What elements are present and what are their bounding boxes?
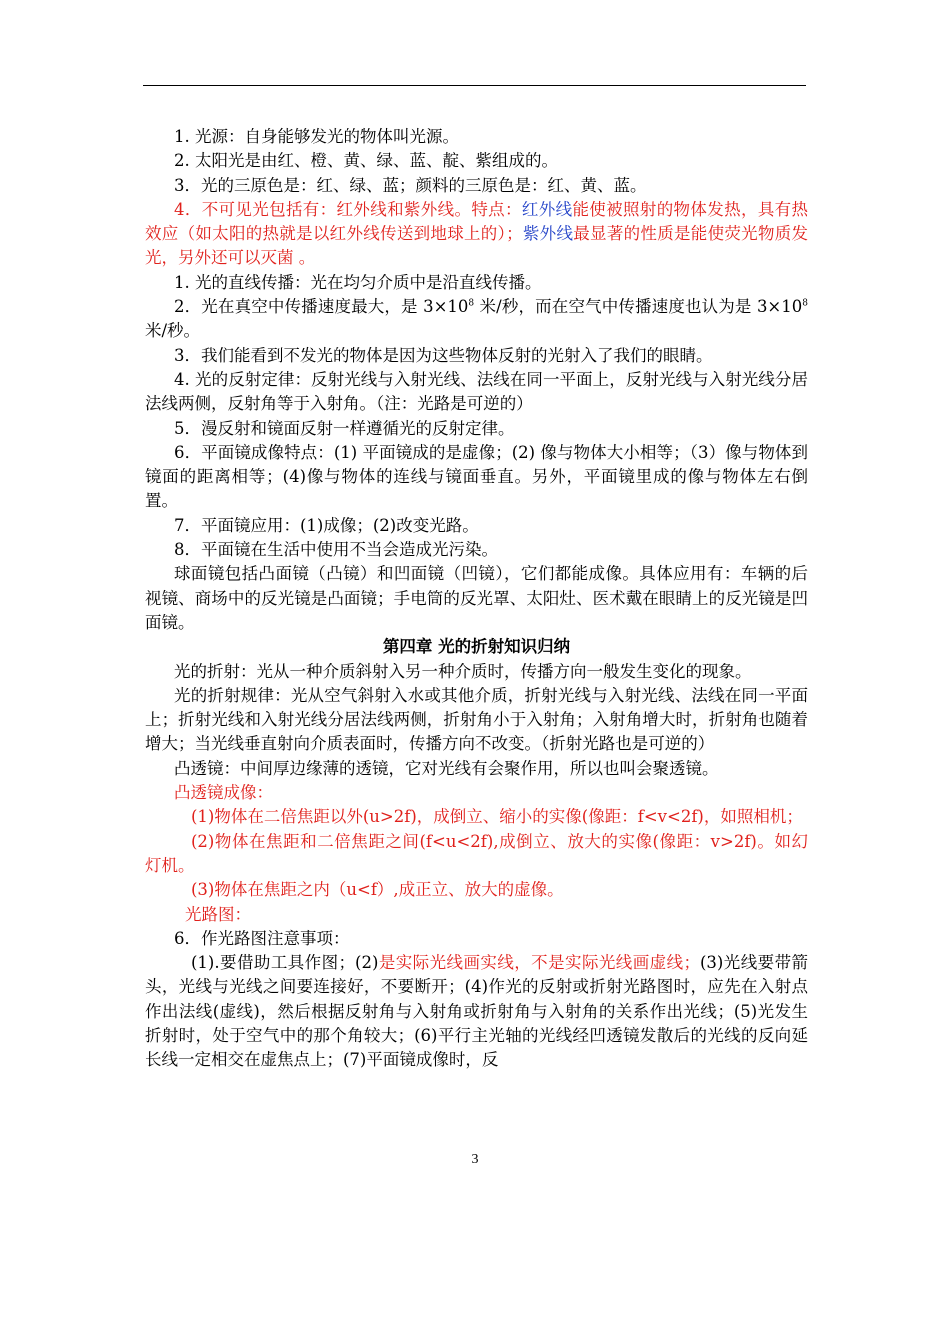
text-run: (3)光线要带箭头，光线与光线之间要连接好，不要断开；(4)作光的反射或折射光路图时，应先在入射点作出法线(虚线)，然后根据反射角与入射角或折射角与入射角的关系作出光线；(5)光发生折射时，处于空气中的那个角较大；(6)平行主光轴的光线经凹透镜发散后的光线的反向延长线一定相交在虚焦点上；(7)平面镜成像时，反 — [145, 953, 809, 1070]
text-run: 米/秒，而在空气中传播速度也认为是 3×10 — [474, 297, 803, 317]
paragraph: 光的折射：光从一种介质斜射入另一种介质时，传播方向一般发生变化的现象。 — [174, 661, 752, 681]
superscript: 8 — [468, 298, 475, 309]
text-run: 最显著的性质是能使荧光物质发光，另外还可以灭菌 。 — [145, 224, 809, 268]
paragraph: 5．漫反射和镜面反射一样遵循光的反射定律。 — [174, 418, 515, 438]
paragraph-invisible-light — [145, 198, 808, 271]
paragraph: 6．作光路图注意事项： — [174, 928, 350, 948]
header-rule — [143, 85, 806, 86]
superscript: 8 — [802, 298, 808, 309]
paragraph: 1. 光的直线传播：光在均匀介质中是沿直线传播。 — [174, 272, 542, 292]
paragraph: 4. 光的反射定律：反射光线与入射光线、法线在同一平面上，反射光线与入射光线分居法线两侧，反射角等于入射角。（注：光路是可逆的） — [145, 369, 808, 414]
text-run: (1).要借助工具作图；(2) — [191, 953, 379, 973]
paragraph: 1. 光源：自身能够发光的物体叫光源。 — [174, 127, 459, 146]
text-run: 能使被照射的物体发热，具有热效应（如太阳的热就是以红外线传送到地球上的）； — [145, 199, 809, 244]
paragraph: (3)物体在焦距之内（u<f）,成正立、放大的虚像。 — [191, 880, 564, 900]
paragraph: 6．平面镜成像特点：(1) 平面镜成的是虚像；(2) 像与物体大小相等；（3）像与物体到镜面的距离相等；(4)像与物体的连线与镜面垂直。另外，平面镜里成的像与物体左右倒置。 — [145, 442, 808, 511]
paragraph: 凸透镜成像： — [174, 783, 273, 803]
paragraph: 光的折射规律：光从空气斜射入水或其他介质，折射光线与入射光线、法线在同一平面上；折射光线和入射光线分居法线两侧，折射角小于入射角；入射角增大时，折射角也随着增大；当光线垂直射向介质表面时，传播方向不改变。（折射光路也是可逆的） — [145, 685, 808, 754]
text-run: 4．不可见光包括有：红外线和紫外线。特点： — [174, 199, 522, 219]
text-run: 米/秒。 — [145, 321, 201, 341]
text-run: 2．光在真空中传播速度最大，是 3×10 — [174, 297, 469, 317]
paragraph: 3．我们能看到不发光的物体是因为这些物体反射的光射入了我们的眼睛。 — [174, 345, 713, 365]
paragraph: 8．平面镜在生活中使用不当会造成光污染。 — [174, 540, 498, 560]
paragraph: 凸透镜：中间厚边缘薄的透镜，它对光线有会聚作用，所以也叫会聚透镜。 — [174, 758, 719, 778]
text-run-red: 是实际光线画实线，不是实际光线画虚线； — [378, 953, 700, 973]
paragraph: 7．平面镜应用：(1)成像；(2)改变光路。 — [174, 515, 479, 535]
paragraph-diagram-notes — [145, 951, 808, 1072]
infrared-term: 红外线 — [521, 199, 573, 219]
paragraph: 3．光的三原色是：红、绿、蓝；颜料的三原色是：红、黄、蓝。 — [174, 175, 647, 195]
page-number: 3 — [471, 1152, 479, 1167]
ultraviolet-term: 紫外线 — [522, 224, 574, 244]
paragraph: 光路图： — [185, 904, 251, 924]
paragraph: (2)物体在焦距和二倍焦距之间(f<u<2f),成倒立、放大的实像(像距：v>2f)。如幻灯机。 — [145, 831, 808, 875]
chapter-heading: 第四章 光的折射知识归纳 — [382, 637, 571, 657]
paragraph-light-speed — [145, 295, 808, 344]
paragraph: (1)物体在二倍焦距以外(u>2f)，成倒立、缩小的实像(像距：f<v<2f)，如照相机； — [191, 807, 803, 827]
paragraph: 球面镜包括凸面镜（凸镜）和凹面镜（凹镜），它们都能成像。具体应用有：车辆的后视镜、商场中的反光镜是凸面镜；手电筒的反光罩、太阳灶、医术戴在眼睛上的反光镜是凹面镜。 — [145, 564, 808, 632]
page-content — [145, 125, 808, 1073]
paragraph: 2. 太阳光是由红、橙、黄、绿、蓝、靛、紫组成的。 — [174, 151, 558, 171]
